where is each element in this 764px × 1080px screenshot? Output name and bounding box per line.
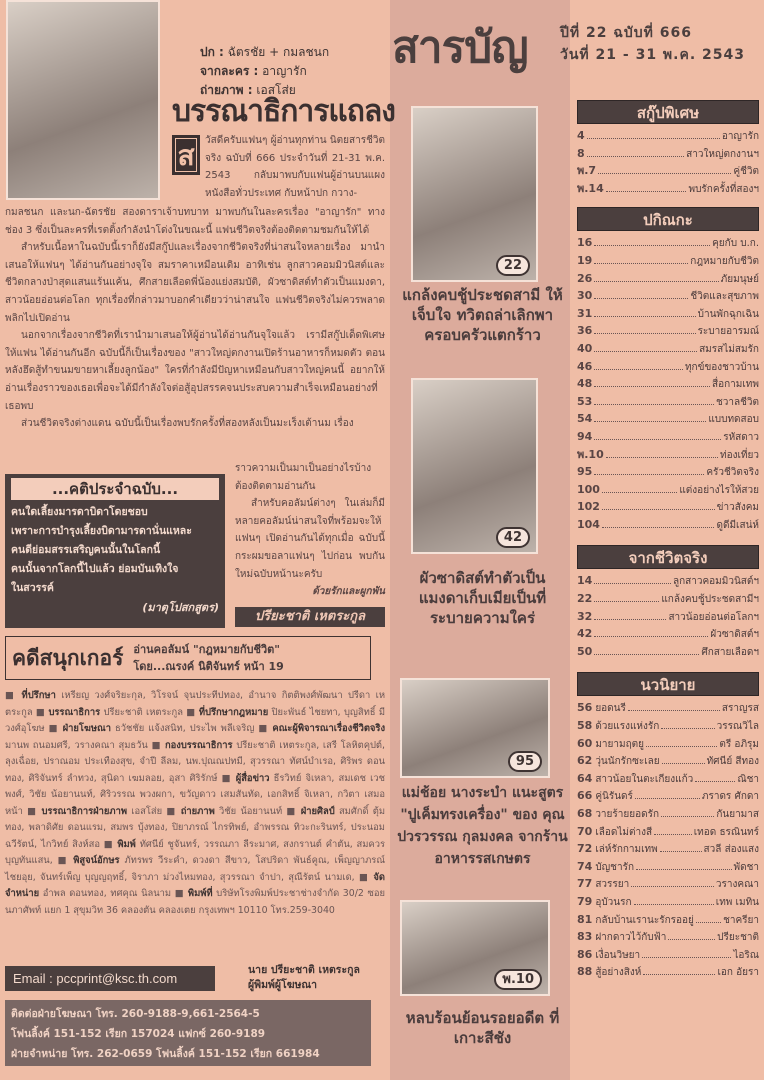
toc-title: ภัยมนุษย์ xyxy=(720,273,759,285)
toc-title: บัญชารัก xyxy=(595,861,635,873)
closing: ด้วยรักและผูกพัน xyxy=(312,586,385,598)
staff-names: อำพล ดอนทอง, ทศคุณ นิลนาม xyxy=(42,888,172,899)
toc-title: วายร้ายยอดรัก xyxy=(595,809,660,820)
toc-leader xyxy=(594,601,659,602)
quote-source: (มาตุโปสกสูตร) xyxy=(142,601,219,614)
toc-title: ฝากดาวไว้กับฟ้า xyxy=(595,932,667,944)
toc-title: สาวน้อยอ่อนต่อโลกฯ xyxy=(668,611,759,623)
feature-caption: หลบร้อนย้อนรอยอดีต ที่เกาะสีชัง xyxy=(405,1009,560,1047)
toc-item[interactable] xyxy=(577,127,759,145)
toc-page: 58 xyxy=(577,719,593,733)
toc-item[interactable] xyxy=(577,375,759,393)
toc-leader xyxy=(642,957,731,958)
staff-names: ปรียะชาติ เหตระกูล, เสรี โลหิตคุปต์, ลุงเฉื่อย, ปราณอม ประเทืองสุข, จำปี ลีลม, นพ.ปุณณปทมี, สุวรรณา ทัศน์บำเรอ, ศิริพร ดอนทอง, ศิริจันทร์ ลำทวง, สุนิดา เฆมลอย, อุสา ศิริรักษ์ xyxy=(5,739,385,784)
toc-leader xyxy=(660,851,702,852)
toc-page: 68 xyxy=(577,807,593,820)
snooker-line-2: โดย...ณรงค์ นิติจันทร์ หน้า 19 xyxy=(133,660,284,673)
toc-author: ตรี อภิรุม xyxy=(719,738,759,750)
toc-title: คุยกับ บ.ก. xyxy=(712,238,759,250)
toc-title: ยอดนรี xyxy=(595,703,626,715)
staff-role: ที่ปรึกษากฎหมาย xyxy=(198,706,269,718)
toc-title: เงื่อนวิษยา xyxy=(595,949,641,961)
toc-item[interactable] xyxy=(577,463,759,481)
staff-names: ทัศนีย์ ชูจันทร์, วรรณภา ลีระมาศ, สงกรานต์ คำตัน, สมควร บุญทันแสน, xyxy=(5,838,386,866)
toc-page: 95 xyxy=(577,465,593,479)
staff-entry: ■ พิสูจน์อักษร ภัทรพร วีระคำ, ดวงดา สีขาว, โสปริดา พันธ์คูณ, เพ็ญญาภรณ์ ไชยอุย, จันทร์เพ็ญ บุญญฤทธิ์, จิราภา ม่วงไหมทอง, สุวรรณา จำปา, สุณีรัตน์ นามเด, xyxy=(5,855,386,883)
toc-title: เลือดไม่ต่างสี xyxy=(595,826,653,838)
toc-title: แกล้งคบชู้ประชดสามีฯ xyxy=(661,594,759,606)
toc-title: คู่ชีวิต xyxy=(733,166,759,178)
toc-item[interactable] xyxy=(577,305,759,323)
drama-value: อาญารัก xyxy=(262,64,307,78)
toc-list xyxy=(577,699,759,981)
toc-page: 66 xyxy=(577,789,593,803)
cover-photo xyxy=(6,0,160,200)
toc-leader xyxy=(606,457,718,458)
toc-title: ทุกข์ของชาวบ้าน xyxy=(684,361,759,373)
toc-page: 74 xyxy=(577,859,593,873)
editorial-paragraph-1b: กมลชนก และนก-ฉัตรชัย สองดาราเจ้าบทบาท มาพบกันในละครเรื่อง "อาญารัก" ทางช่อง 3 ซึ่งเป็นละครที่เรตติ้งกำลังนำโด่งในขณะนี้ แฟนชีวิตจริงต้องติดตามชมกันให้ได้ xyxy=(5,207,385,236)
toc-page: 60 xyxy=(577,736,593,750)
toc-page: 83 xyxy=(577,930,593,944)
staff-names: บริษัทโรงพิมพ์ประชาช่างจำกัด 30/2 ซอยนภาศัพท์ แยก 1 สุขุมวิท 36 คลองตัน คลองเตย กรุงเทพฯ 10110 โทร.259-3040 xyxy=(5,888,385,916)
toc-page: 22 xyxy=(577,592,593,606)
toc-item[interactable] xyxy=(577,162,759,180)
staff-role: คณะผู้พิจารณาเรื่องชีวิตจริง xyxy=(272,723,386,734)
toc-leader xyxy=(668,939,715,940)
toc-leader xyxy=(602,527,715,528)
toc-title: มายามฤตยู xyxy=(595,738,644,750)
page-badge: 95 xyxy=(508,751,542,772)
toc-page: 40 xyxy=(577,341,593,355)
toc-item[interactable] xyxy=(577,717,759,735)
staff-names: มานพ ถนอมศรี, วรางคณา สุมธวัน xyxy=(5,739,148,751)
toc-leader xyxy=(594,263,688,264)
toc-title: พบรักครั้งที่สองฯ xyxy=(688,183,759,195)
toc-page: 64 xyxy=(577,771,593,785)
toc-page: 53 xyxy=(577,394,593,408)
toc-leader xyxy=(587,138,720,139)
toc-leader xyxy=(646,746,717,747)
editorial-paragraph-2: สำหรับเนื้อหาในฉบับนี้เราก็ยังมีสกู๊ปและเรื่องจากชีวิตจริงที่น่าสนใจหลายเรื่อง มานำเสนอให้แฟนๆ ได้อ่านกันอย่างจุใจ สมราคาเหมือนเดิม อาทิเช่น ลูกสาวคอมมิวนิสต์และชีวิตกลางป่าสุดแสนแร้นแค้น, ศึกสายเลือดพี่น้องแย่งสมบัติ, ผัวซาดิสต์ทำตัวเป็นแมงดา, สาวน้อยอ่อนต่อโลก ทุกเรื่องที่กล่าวมาบอกคำเดียวว่าน่าสนใจ แฟนชีวิตจริงไม่ควรพลาดพลิกไปเปิดอ่าน xyxy=(5,242,385,324)
staff-role: ฝ่ายศิลป์ xyxy=(300,805,335,817)
toc-leader xyxy=(594,281,718,282)
toc-leader xyxy=(594,245,710,246)
toc-leader xyxy=(594,583,671,584)
toc-list xyxy=(577,127,759,197)
toc-item[interactable] xyxy=(577,735,759,753)
toc-item[interactable] xyxy=(577,643,759,661)
staff-entry: ■ ที่ปรึกษา เหรียญ วงศ์จริยะกุล, วิโรจน์ จุนประทีปทอง, อำนาจ กิตติพงศ์พัฒนา ปรีดา เหตระกูล xyxy=(5,690,385,718)
toc-title: ศึกสายเลือดฯ xyxy=(701,646,759,658)
publisher-title: ผู้พิมพ์ผู้โฆษณา xyxy=(248,979,318,991)
toc-title: เล่ห์รักกามเทพ xyxy=(595,844,658,856)
toc-title: วุ่นนักรักซะเลย xyxy=(595,756,660,768)
drama-label: จากละคร : xyxy=(200,64,259,78)
email-box: Email : pccprint@ksc.th.com xyxy=(5,966,215,991)
staff-entry: ■ คณะผู้พิจารณาเรื่องชีวิตจริง มานพ ถนอมศรี, วรางคณา สุมธวัน xyxy=(5,723,386,751)
toc-item[interactable] xyxy=(577,446,759,464)
feature-photo xyxy=(400,678,550,778)
publisher-block xyxy=(248,963,360,993)
toc-author: ทัศนีย์ สีทอง xyxy=(706,756,759,768)
toc-title: รหัสดาว xyxy=(723,431,759,443)
staff-role: ถ่ายภาพ xyxy=(180,805,215,817)
toc-title: ลูกสาวคอมมิวนิสต์ฯ xyxy=(672,576,759,588)
issue-date: วันที่ 21 - 31 พ.ค. 2543 xyxy=(560,47,746,63)
staff-entry: ■ จัดจำหน่าย อำพล ดอนทอง, ทศคุณ นิลนาม xyxy=(5,871,386,899)
toc-item[interactable] xyxy=(577,234,759,252)
toc-leader xyxy=(594,404,714,405)
toc-author: ไอริณ xyxy=(733,949,759,961)
toc-page: 32 xyxy=(577,609,593,623)
staff-entry: ■ ที่ปรึกษากฎหมาย ปิยะพันธ์ ไชยทา, บุญสิทธิ์ มีวงศ์อุโฆษ xyxy=(5,706,385,734)
toc-title: ดูดีมีเสน่ห์ xyxy=(716,519,759,531)
toc-item[interactable] xyxy=(577,498,759,516)
contact-line: ฝ่ายจำหน่าย โทร. 262-0659 โฟนลิ้งค์ 151-152 เรียก 661984 xyxy=(11,1048,320,1060)
staff-role: จัดจำหน่าย xyxy=(5,871,386,899)
toc-item[interactable] xyxy=(577,608,759,626)
quote-line: คนดีย่อมสรรเสริญคนนั้นในโลกนี้ xyxy=(11,544,161,556)
toc-page: 16 xyxy=(577,236,593,250)
quote-line: ในสวรรค์ xyxy=(11,582,54,594)
staff-entry: ■ ถ่ายภาพ วิชัย น้อยานนท์ xyxy=(166,805,283,817)
toc-item[interactable] xyxy=(577,393,759,411)
toc-page: 36 xyxy=(577,324,593,338)
editorial-paragraph-4a: ส่วนชีวิตจริงต่างแดน ฉบับนี้เป็นเรื่องพบรักครั้งที่สองหลังเป็นมะเร็งเต้านม เรื่อง xyxy=(21,418,354,430)
editorial-paragraph-3: นอกจากเรื่องจากชีวิตที่เรานำมาเสนอให้ผู้อ่านได้อ่านกันจุใจแล้ว เรามีสกู๊ปเด็ดพิเศษให้แฟน ได้อ่านกันอีก ฉบับนี้ก็เป็นเรื่องของ "สาวใหญ่ตกงานเปิดร้านอาหารก็หมดตัว ตอนหลังฮึดสู้ทำขนมขายหาเลี้ยงลูกน้อง" ใครที่กำลังมีปัญหาเหมือนกับสาวใหญ่คนนี้ อยากให้อ่านเรื่องราวของเธอเพื่อจะได้มีกำลังใจต่อสู้อุปสรรคจนประสบความสำเร็จเหมือนอย่างที่เธอพบ xyxy=(5,330,385,412)
toc-author: เทพ เมทิน xyxy=(715,896,759,908)
toc-item[interactable] xyxy=(577,481,759,499)
editorial-side-text xyxy=(235,460,385,601)
toc-item[interactable] xyxy=(577,428,759,446)
toc-title: คู่นิรันดร์ xyxy=(595,791,633,803)
toc-page: 79 xyxy=(577,894,593,908)
toc-leader xyxy=(696,922,721,923)
contact-box xyxy=(5,1000,371,1066)
toc-page: 104 xyxy=(577,517,600,531)
toc-item[interactable] xyxy=(577,699,759,717)
staff-role: บรรณาธิการฝ่ายภาพ xyxy=(41,805,128,817)
toc-item[interactable] xyxy=(577,893,759,911)
quote-line: เพราะการบำรุงเลี้ยงบิดามารดานั่นแหละ xyxy=(11,525,192,537)
toc-page: 50 xyxy=(577,644,593,658)
staff-entry: ■ ฝ่ายโฆษณา ธวัชชัย แจ้งสนิท, ประไพ พลีเจริญ xyxy=(48,723,255,734)
toc-item[interactable] xyxy=(577,180,759,198)
staff-role: พิมพ์ xyxy=(117,838,136,850)
toc-leader xyxy=(602,509,715,510)
snooker-line-1: อ่านคอลัมน์ "กฎหมายกับชีวิต" xyxy=(133,643,281,656)
toc-leader xyxy=(661,728,714,729)
toc-author: พัดชา xyxy=(733,861,759,873)
toc-title: บ้านพักฉุกเฉิน xyxy=(697,308,759,320)
staff-role: ผู้สื่อข่าว xyxy=(235,772,270,784)
toc-leader xyxy=(594,474,704,475)
staff-role: กองบรรณาธิการ xyxy=(164,739,233,751)
toc-page: 14 xyxy=(577,574,593,588)
editorial-paragraph-5: สำหรับคอลัมน์ต่างๆ ในเล่มก็มีหลายคอลัมน์น่าสนใจที่พร้อมจะให้แฟนๆ เปิดอ่านกันได้ทุกเมื่อ ฉบับนี้กระผมขอลาแฟนๆ ไปก่อน พบกันใหม่ฉบับหน้านะครับ xyxy=(235,498,385,580)
staff-names: ปรียะชาติ เหตระกูล xyxy=(103,706,183,718)
toc-item[interactable] xyxy=(577,787,759,805)
staff-role: ฝ่ายโฆษณา xyxy=(62,723,111,734)
toc-leader xyxy=(661,816,714,817)
toc-page: 4 xyxy=(577,129,585,142)
toc-author: วรรณวิไล xyxy=(716,721,759,733)
feature-caption: ผัวซาดิสต์ทำตัวเป็น แมงดาเก็บเมียเป็นที่ ระบายความใคร่ xyxy=(418,569,547,627)
toc-page: พ.14 xyxy=(577,181,604,195)
toc-leader xyxy=(587,156,685,157)
feature-photo xyxy=(400,900,550,996)
masthead-title: สารบัญ xyxy=(392,22,528,73)
toc-section-heading: ปกิณกะ xyxy=(577,207,759,231)
toc-page: 19 xyxy=(577,253,593,267)
toc-page: 72 xyxy=(577,842,593,856)
toc-author: สราญรส xyxy=(721,703,759,715)
staff-entry: ■ ฝ่ายศิลป์ สมศักดิ์ ตุ้มทอง, พลาดิศัย ดอนแรม, สมพร บุ้งทอง, ปิยาภรณ์ ไกรทิพย์, อำพรรณ ทิวะกะรินทร์, ประนอม ฉวีรัตน์, ไกวิทย์ สิงห์สอ xyxy=(5,805,386,850)
cover-label: ปก : xyxy=(200,45,224,59)
toc-title: สวรรยา xyxy=(595,879,630,891)
quote-title: ...คติประจำฉบับ... xyxy=(11,478,219,500)
toc-item[interactable] xyxy=(577,823,759,841)
toc-title: กฎหมายกับชีวิต xyxy=(690,255,759,267)
snooker-box xyxy=(5,636,371,680)
toc-leader xyxy=(606,191,687,192)
staff-credits xyxy=(5,688,385,919)
toc-leader xyxy=(636,869,731,870)
toc-leader xyxy=(594,421,706,422)
staff-entry: ■ ผู้สื่อข่าว ธีรวิทย์ จิเหลา, สมเดช เวชพงศ์, วิชัย น้อยานนท์, ศิริวรรณ พวงผกา, ขวัญดาว เสมสันทัด, เอกสิทธิ์ จิเหลา, กวิตา เสมอหน้า xyxy=(5,772,385,817)
staff-names: ธีรวิทย์ จิเหลา, สมเดช เวชพงศ์, วิชัย น้อยานนท์, ศิริวรรณ พวงผกา, ขวัญดาว เสมสันทัด, เอกสิทธิ์ จิเหลา, กวิตา เสมอหน้า xyxy=(5,772,385,817)
toc-leader xyxy=(654,834,692,835)
toc-author: ณิชา xyxy=(737,773,759,785)
toc-title: ผัวซาดิสต์ฯ xyxy=(710,629,759,641)
feature-photo xyxy=(411,378,538,554)
toc-page: 54 xyxy=(577,412,593,426)
toc-page: 46 xyxy=(577,359,593,373)
toc-section-heading: จากชีวิตจริง xyxy=(577,545,759,569)
toc-title: ครัวชีวิตจริง xyxy=(706,467,759,479)
staff-names: ภัทรพร วีระคำ, ดวงดา สีขาว, โสปริดา พันธ์คูณ, เพ็ญญาภรณ์ ไชยอุย, จันทร์เพ็ญ บุญญฤทธิ์, จิราภา ม่วงไหมทอง, สุวรรณา จำปา, สุณีรัตน์ นามเด, xyxy=(5,855,386,883)
drop-cap: ส xyxy=(172,135,200,175)
toc-item[interactable] xyxy=(577,270,759,288)
toc-leader xyxy=(643,974,715,975)
page-badge: พ.10 xyxy=(494,969,542,990)
toc-list xyxy=(577,234,759,533)
staff-names: เอสโส่ย xyxy=(131,805,163,817)
toc-author: ปรียะชาติ xyxy=(717,932,759,944)
editorial-title: บรรณาธิการแถลง xyxy=(172,94,395,129)
toc-item[interactable] xyxy=(577,752,759,770)
toc-item[interactable] xyxy=(577,840,759,858)
photo-label: ถ่ายภาพ : xyxy=(200,83,253,97)
toc-item[interactable] xyxy=(577,252,759,270)
toc-item[interactable] xyxy=(577,410,759,428)
toc-item[interactable] xyxy=(577,358,759,376)
staff-role: ที่ปรึกษา xyxy=(21,690,56,701)
toc-item[interactable] xyxy=(577,625,759,643)
editorial-paragraph-1a: วัสดีครับแฟนๆ ผู้อ่านทุกท่าน นิตยสารชีวิตจริง ฉบับที่ 666 ประจำวันที่ 21-31 พ.ค. 2543 กลับมาพบกับแฟนผู้อ่านบนแผงหนังสือทั่วประเทศ กับหน้าปก กวาง- xyxy=(205,135,385,199)
toc-title: กลับบ้านเรานะรักรออยู่ xyxy=(595,914,694,926)
staff-names: ปิยะพันธ์ ไชยทา, บุญสิทธิ์ มีวงศ์อุโฆษ xyxy=(5,706,385,734)
toc-page: พ.10 xyxy=(577,447,604,461)
quote-line: คนใดเลี้ยงมารดาบิดาโดยชอบ xyxy=(11,506,148,518)
toc-title: สู้อย่างสิงห์ xyxy=(595,967,642,979)
photo-value: เอสโส่ย xyxy=(256,83,296,97)
toc-author: วรางคณา xyxy=(715,879,759,891)
toc-title: อุบัวนรก xyxy=(595,896,632,908)
toc-title: สาวน้อยในตะเกียงแก้ว xyxy=(595,773,694,785)
toc-leader xyxy=(628,710,720,711)
contact-line: โฟนลิ้งค์ 151-152 เรียก 157024 แฟกซ์ 260-9189 xyxy=(11,1028,266,1040)
toc-page: 26 xyxy=(577,271,593,285)
toc-title: ระบายอารมณ์ xyxy=(697,326,759,338)
toc-title: ชวาลชีวิต xyxy=(715,396,759,408)
toc-leader xyxy=(695,781,735,782)
toc-item[interactable] xyxy=(577,770,759,788)
editor-signature: ปรียะชาติ เหตระกูล xyxy=(235,607,385,627)
staff-names: ธวัชชัย แจ้งสนิท, ประไพ พลีเจริญ xyxy=(115,723,255,734)
feature-caption: แม่ช้อย นางระบำ แนะสูตร "ปูเค็มทรงเครื่อง" ของ คุณปวรวรรณ กุลมงคล จากร้านอาหารรสเกษตร xyxy=(397,785,568,867)
toc-leader xyxy=(631,886,714,887)
toc-author: เทอด ธรณินทร์ xyxy=(693,826,759,838)
toc-item[interactable] xyxy=(577,875,759,893)
contact-line: ติดต่อฝ่ายโฆษณา โทร. 260-9188-9,661-2564-5 xyxy=(11,1008,260,1020)
toc-item[interactable] xyxy=(577,145,759,163)
issue-number: ปีที่ 22 ฉบับที่ 666 xyxy=(560,25,692,41)
toc-title: แต่งอย่างไรให้สวย xyxy=(679,484,759,496)
staff-entry: ■ กองบรรณาธิการ ปรียะชาติ เหตระกูล, เสรี โลหิตคุปต์, ลุงเฉื่อย, ปราณอม ประเทืองสุข, จำปี ลีลม, นพ.ปุณณปทมี, สุวรรณา ทัศน์บำเรอ, ศิริพร ดอนทอง, ศิริจันทร์ ลำทวง, สุนิดา เฆมลอย, อุสา ศิริรักษ์ xyxy=(5,739,385,784)
toc-page: 81 xyxy=(577,912,593,926)
toc-page: 42 xyxy=(577,627,593,641)
toc-page: 56 xyxy=(577,701,593,715)
feature-caption: แกล้งคบชู้ประชดสามี ให้เจ็บใจ ทวิตถล่าเลิกพา ครอบครัวแตกร้าว xyxy=(402,286,563,344)
toc-leader xyxy=(598,173,731,174)
toc-item[interactable] xyxy=(577,590,759,608)
toc-item[interactable] xyxy=(577,858,759,876)
toc-title: สมรสไม่สมรัก xyxy=(699,343,759,355)
toc-section-heading: สกู๊ปพิเศษ xyxy=(577,100,759,124)
toc-item[interactable] xyxy=(577,963,759,981)
toc-title: ด้วยแรงแห่งรัก xyxy=(595,721,660,733)
toc-page: 88 xyxy=(577,965,593,979)
toc-title: ท่องเที่ยว xyxy=(720,449,759,461)
toc-page: 48 xyxy=(577,377,593,391)
toc-page: 94 xyxy=(577,429,593,443)
toc-title: อาญารัก xyxy=(721,131,759,142)
toc-leader xyxy=(594,369,683,370)
toc-item[interactable] xyxy=(577,287,759,305)
staff-entry: ■ พิมพ์ ทัศนีย์ ชูจันทร์, วรรณภา ลีระมาศ, สงกรานต์ คำตัน, สมควร บุญทันแสน, xyxy=(5,838,386,866)
toc-title: ชีวิตและสุขภาพ xyxy=(690,291,759,303)
toc-page: 30 xyxy=(577,289,593,303)
toc-leader xyxy=(594,333,695,334)
toc-item[interactable] xyxy=(577,805,759,823)
staff-names: เหรียญ วงศ์จริยะกุล, วิโรจน์ จุนประทีปทอง, อำนาจ กิตติพงศ์พัฒนา ปรีดา เหตระกูล xyxy=(5,690,385,718)
toc-page: 31 xyxy=(577,306,593,320)
snooker-title: คดีสนุกเกอร์ xyxy=(12,645,124,670)
staff-entry: ■ พิมพ์ที่ บริษัทโรงพิมพ์ประชาช่างจำกัด 30/2 ซอยนภาศัพท์ แยก 1 สุขุมวิท 36 คลองตัน คลองเตย กรุงเทพฯ 10110 โทร.259-3040 xyxy=(5,888,385,916)
issue-info xyxy=(560,22,745,66)
toc-item[interactable] xyxy=(577,911,759,929)
table-of-contents xyxy=(577,100,759,981)
feature-photo xyxy=(411,106,538,282)
toc-title: ข่าวสังคม xyxy=(716,502,759,514)
toc-page: 70 xyxy=(577,824,593,838)
toc-item[interactable] xyxy=(577,928,759,946)
toc-author: กันยามาส xyxy=(716,809,759,820)
toc-leader xyxy=(594,351,697,352)
staff-entry: ■ บรรณาธิการ ปรียะชาติ เหตระกูล xyxy=(35,706,183,718)
toc-page: 86 xyxy=(577,947,593,961)
toc-leader xyxy=(594,654,699,655)
toc-page: พ.7 xyxy=(577,164,597,178)
toc-leader xyxy=(594,619,666,620)
editorial-body xyxy=(5,204,385,433)
toc-author: สวลี ส่องแสง xyxy=(703,844,759,856)
toc-section-heading: นวนิยาย xyxy=(577,672,759,696)
toc-page: 100 xyxy=(577,482,600,496)
page-badge: 42 xyxy=(496,527,530,548)
staff-entry: ■ บรรณาธิการฝ่ายภาพ เอสโส่ย xyxy=(27,805,163,817)
toc-item[interactable] xyxy=(577,340,759,358)
toc-leader xyxy=(594,316,695,317)
quote-lines xyxy=(11,503,219,598)
toc-list xyxy=(577,572,759,660)
toc-leader xyxy=(594,439,721,440)
toc-page: 77 xyxy=(577,877,593,891)
toc-item[interactable] xyxy=(577,572,759,590)
staff-role: พิสูจน์อักษร xyxy=(73,855,120,866)
toc-author: เอก อัยรา xyxy=(717,967,759,979)
toc-author: ภราดร ศักดา xyxy=(701,791,759,803)
toc-leader xyxy=(635,798,700,799)
toc-page: 8 xyxy=(577,146,585,160)
staff-role: บรรณาธิการ xyxy=(48,706,101,718)
quote-line: คนนั้นจากโลกนี้ไปแล้ว ย่อมบันเทิงใจ xyxy=(11,563,179,575)
staff-role: พิมพ์ที่ xyxy=(187,888,213,899)
editorial-paragraph-4b: ราวความเป็นมาเป็นอย่างไรบ้างต้องติดตามอ่านกัน xyxy=(235,463,372,492)
toc-title: สื่อกามเทพ xyxy=(712,379,759,391)
cover-value: ฉัตรชัย + กมลชนก xyxy=(227,45,330,59)
toc-item[interactable] xyxy=(577,322,759,340)
publisher-name: นาย ปรียะชาติ เหตระกูล xyxy=(248,964,360,976)
quote-box xyxy=(5,474,225,628)
toc-title: แบบทดสอบ xyxy=(708,414,759,426)
toc-leader xyxy=(602,492,677,493)
toc-item[interactable] xyxy=(577,516,759,534)
toc-page: 62 xyxy=(577,754,593,768)
toc-leader xyxy=(594,386,710,387)
page-badge: 22 xyxy=(496,255,530,276)
toc-leader xyxy=(594,636,708,637)
toc-item[interactable] xyxy=(577,946,759,964)
staff-names: สมศักดิ์ ตุ้มทอง, พลาดิศัย ดอนแรม, สมพร บุ้งทอง, ปิยาภรณ์ ไกรทิพย์, อำพรรณ ทิวะกะรินทร์, ประนอม ฉวีรัตน์, ไกวิทย์ สิงห์สอ xyxy=(5,805,386,850)
toc-title: สาวใหญ่ตกงานฯ xyxy=(686,148,759,160)
staff-names: วิชัย น้อยานนท์ xyxy=(219,805,283,817)
toc-author: ชาครียา xyxy=(723,914,759,926)
toc-page: 102 xyxy=(577,500,600,514)
toc-leader xyxy=(662,763,705,764)
toc-leader xyxy=(634,904,714,905)
toc-leader xyxy=(594,298,688,299)
